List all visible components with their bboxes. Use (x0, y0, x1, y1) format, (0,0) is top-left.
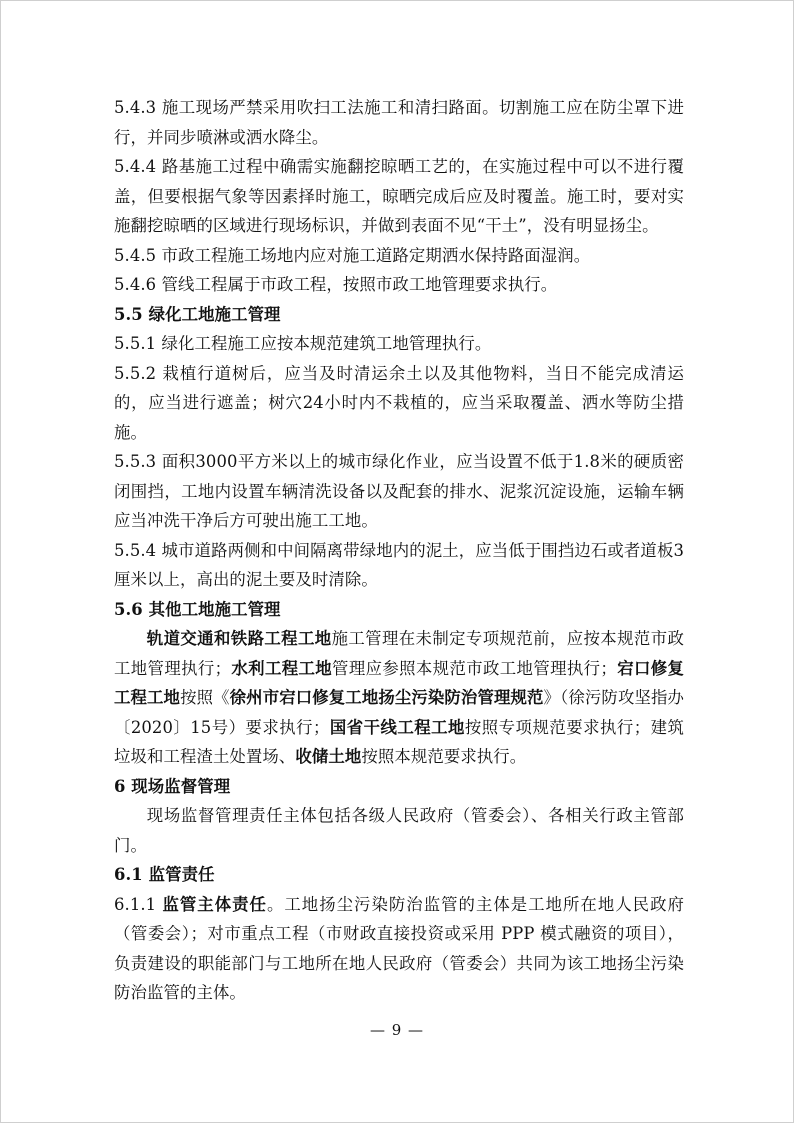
section-heading: 5.6 其他工地施工管理 (114, 599, 281, 619)
text-run: 按照专项规范要求执行；建筑垃圾和工程渣土处置场、 (114, 717, 684, 766)
text-run: 收储土地 (295, 747, 362, 766)
paragraph: 现场监督管理责任主体包括各级人民政府（管委会）、各相关行政主管部门。 (114, 806, 684, 855)
paragraph (114, 624, 684, 772)
text-run: 徐州市宕口修复工地扬尘污染防治管理规范 (229, 688, 544, 707)
section-heading: 5.5 绿化工地施工管理 (114, 304, 281, 324)
section-heading: 6.1 监管责任 (114, 865, 215, 884)
paragraph: 5.5.2 栽植行道树后，应当及时清运余土以及其他物料，当日不能完成清运的，应当进行遮盖；树穴24小时内不栽植的，应当采取覆盖、洒水等防尘措施。 (114, 363, 684, 442)
text-run: 按照本规范要求执行。 (361, 747, 527, 766)
paragraph: 5.5.1 绿化工程施工应按本规范建筑工地管理执行。 (114, 334, 492, 353)
text-run: 按照《 (180, 688, 230, 707)
paragraph: 5.5.3 面积3000平方米以上的城市绿化作业，应当设置不低于1.8米的硬质密闭围挡，工地内设置车辆清洗设备以及配套的排水、泥浆沉淀设施，运输车辆应当冲洗干净后方可驶出施工工地。 (114, 452, 684, 530)
paragraph (114, 890, 684, 1008)
paragraph: 5.4.6 管线工程属于市政工程，按照市政工地管理要求执行。 (114, 275, 558, 294)
document-body (114, 93, 684, 1008)
text-run: 监管主体责任 (162, 894, 267, 914)
text-run: 宕口修复工程工地 (114, 658, 684, 707)
page-number: — 9 — (369, 1021, 425, 1039)
paragraph: 5.4.3 施工现场严禁采用吹扫工法施工和清扫路面。切割施工应在防尘罩下进行，并同步喷淋或洒水降尘。 (114, 98, 684, 147)
text-run: 轨道交通和铁路工程工地 (146, 629, 332, 648)
text-run: 施工管理在未制定专项规范前，应按本规范市政工地管理执行； (114, 629, 684, 678)
text-run: 。工地扬尘污染防治监管的主体是工地所在地人民政府（管委会）；对市重点工程（市财政直接投资或采用 PPP 模式融资的项目），负责建设的职能部门与工地所在地人民政府（管委会）共同为该工地扬尘污染防治监管的主体。 (114, 894, 685, 1002)
paragraph: 5.4.5 市政工程施工场地内应对施工道路定期洒水保持路面湿润。 (114, 245, 591, 265)
text-run: 6.1.1 (114, 894, 163, 914)
text-run: 水利工程工地 (231, 658, 333, 678)
section-heading: 6 现场监督管理 (114, 776, 231, 796)
paragraph: 5.5.4 城市道路两侧和中间隔离带绿地内的泥土，应当低于围挡边石或者道板3厘米以上，高出的泥土要及时清除。 (114, 540, 684, 589)
paragraph: 5.4.4 路基施工过程中确需实施翻挖晾晒工艺的，在实施过程中可以不进行覆盖，但要根据气象等因素择时施工，晾晒完成后应及时覆盖。施工时，要对实施翻挖晾晒的区域进行现场标识，并做到表面不见“干土”，没有明显扬尘。 (114, 157, 684, 235)
text-run: 国省干线工程工地 (329, 717, 465, 737)
text-run: 管理应参照本规范市政工地管理执行； (332, 658, 617, 678)
text-run: 》（徐污防攻坚指办〔2020〕15号）要求执行； (114, 688, 684, 737)
